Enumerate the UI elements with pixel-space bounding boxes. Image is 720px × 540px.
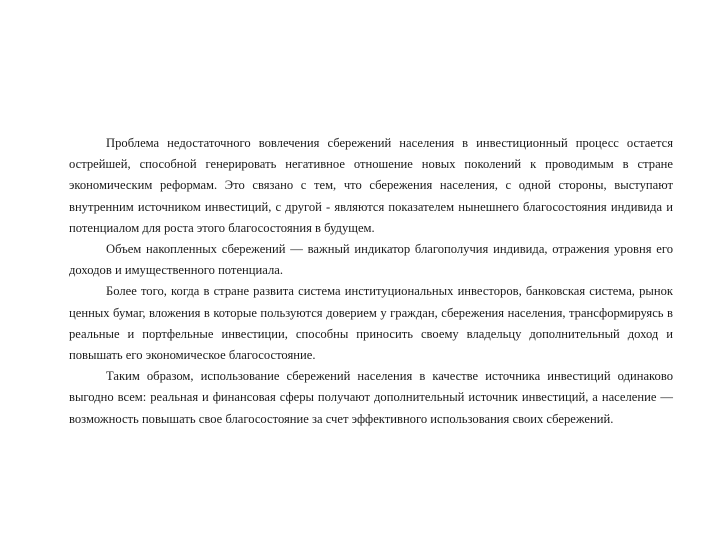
paragraph-2: Объем накопленных сбережений — важный индикатор благополучия индивида, отражения уровня его доходов и имущественного потенциала. (69, 242, 673, 278)
paragraph-1: Проблема недостаточного вовлечения сбережений населения в инвестиционный процесс остается острейшей, способной генерировать негативное отношение новых поколений к проводимым в стране экономическим реформам. Это связано с тем, что сбережения населения, с одной стороны, выступают внутренним источником инвестиций, с другой - являются показателем нынешнего благосостояния индивида и потенциалом для роста этого благосостояния в будущем. (69, 136, 673, 235)
paragraph-3: Более того, когда в стране развита система институциональных инвесторов, банковская система, рынок ценных бумаг, вложения в которые пользуются доверием у граждан, сбережения населения, трансформируясь в реальные и портфельные инвестиции, способны приносить своему владельцу дополнительный доход и повышать его экономическое благосостояние. (69, 284, 673, 363)
paragraph-4: Таким образом, использование сбережений населения в качестве источника инвестиций одинаково выгодно всем: реальная и финансовая сферы получают дополнительный источник инвестиций, а население — возможность повышать свое благосостояние за счет эффективного использования своих сбережений. (69, 369, 673, 426)
document-body (69, 133, 673, 430)
